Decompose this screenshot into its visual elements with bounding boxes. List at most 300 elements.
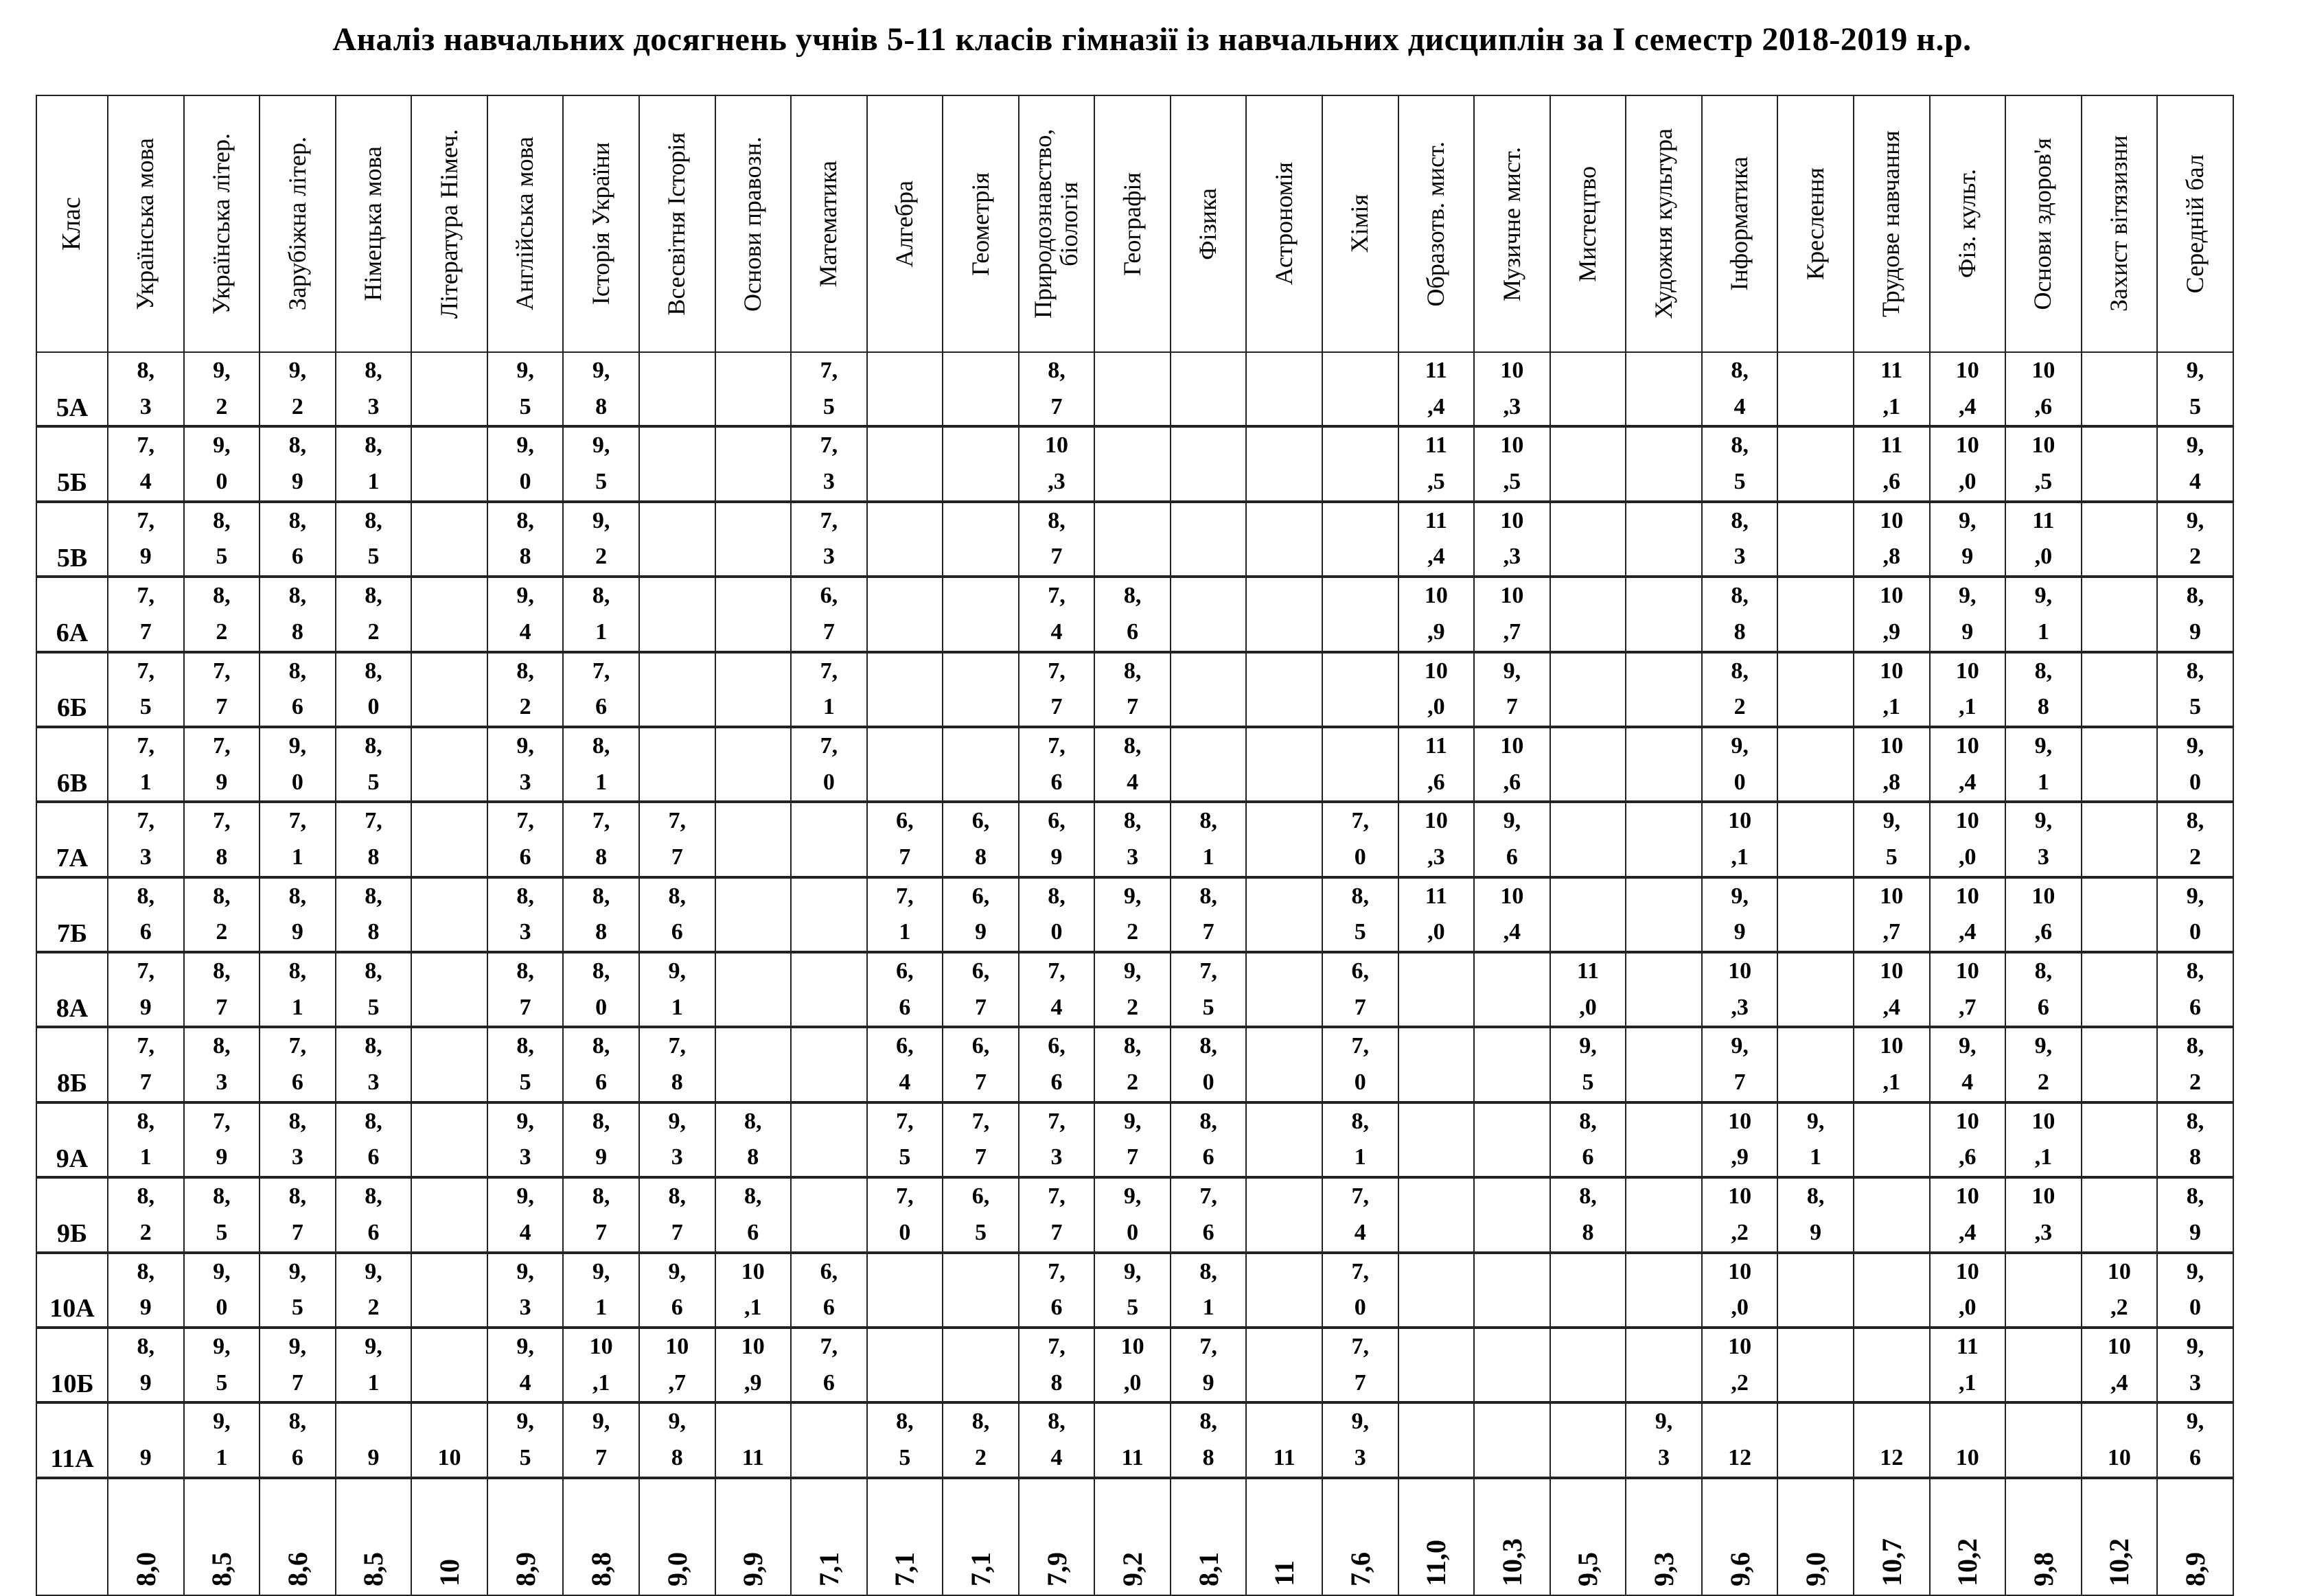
grade-cell bbox=[2082, 502, 2158, 577]
grade-value: 8,7 bbox=[1199, 883, 1217, 945]
grade-cell bbox=[1171, 727, 1247, 802]
grade-value: 9,1 bbox=[2034, 732, 2053, 795]
grade-cell bbox=[867, 652, 943, 727]
grade-cell bbox=[1246, 1253, 1322, 1328]
class-label: 11А bbox=[36, 1402, 108, 1477]
column-header-subject: Українська літер. bbox=[184, 95, 260, 352]
grade-cell bbox=[336, 577, 412, 651]
grade-value: 9,3 bbox=[2034, 808, 2053, 870]
grade-cell bbox=[2005, 426, 2082, 501]
grade-cell bbox=[791, 502, 867, 577]
grade-cell bbox=[1854, 652, 1930, 727]
grade-value: 7,6 bbox=[1199, 1183, 1217, 1245]
grade-value: 8,8 bbox=[2034, 658, 2053, 720]
grade-cell bbox=[1246, 727, 1322, 802]
grade-cell bbox=[2005, 652, 2082, 727]
grade-cell bbox=[411, 1177, 487, 1252]
grade-value: 10,3 bbox=[2031, 1183, 2055, 1245]
grade-cell bbox=[1702, 426, 1778, 501]
grade-cell bbox=[260, 652, 336, 727]
grade-value: 8,9 bbox=[137, 1333, 155, 1396]
grade-cell bbox=[1474, 502, 1550, 577]
grade-value: 9,4 bbox=[516, 1333, 534, 1396]
grade-cell bbox=[487, 1328, 564, 1402]
grade-cell bbox=[1930, 952, 2006, 1027]
grade-value: 10,4 bbox=[1955, 1183, 1979, 1245]
grade-cell bbox=[108, 1402, 184, 1477]
total-cell bbox=[411, 1478, 487, 1595]
grade-cell bbox=[1398, 652, 1475, 727]
grade-cell bbox=[563, 352, 639, 426]
grade-cell bbox=[1246, 502, 1322, 577]
grade-value: 10,8 bbox=[1880, 732, 1904, 795]
column-header-subject: Інформатика bbox=[1702, 95, 1778, 352]
grade-cell bbox=[487, 426, 564, 501]
grade-value: 7,8 bbox=[668, 1033, 686, 1096]
total-cell bbox=[1398, 1478, 1475, 1595]
class-label: 5В bbox=[36, 502, 108, 577]
grade-cell bbox=[1626, 1177, 1702, 1252]
grade-cell bbox=[639, 802, 715, 877]
grade-value: 7,4 bbox=[1048, 583, 1065, 645]
class-label: 10А bbox=[36, 1253, 108, 1328]
grade-cell bbox=[487, 877, 564, 952]
grade-cell bbox=[108, 727, 184, 802]
grade-cell bbox=[563, 727, 639, 802]
grade-cell bbox=[1019, 1402, 1095, 1477]
grade-value: 7,5 bbox=[137, 658, 155, 720]
grade-value: 7,7 bbox=[1048, 1183, 1065, 1245]
grade-cell bbox=[1777, 577, 1854, 651]
column-header-subject: Всесвітня Історія bbox=[639, 95, 715, 352]
grade-cell bbox=[943, 952, 1019, 1027]
grade-cell bbox=[1019, 577, 1095, 651]
grade-value: 6,6 bbox=[1048, 1033, 1065, 1096]
grade-value: 9,3 bbox=[1655, 1409, 1673, 1470]
total-cell bbox=[791, 1478, 867, 1595]
grade-cell bbox=[2082, 952, 2158, 1027]
grade-value: 10 bbox=[437, 1444, 461, 1470]
grade-cell bbox=[1398, 1253, 1475, 1328]
grade-cell bbox=[2082, 727, 2158, 802]
grade-cell bbox=[2157, 802, 2233, 877]
grade-cell bbox=[1171, 426, 1247, 501]
grade-cell bbox=[1550, 1328, 1626, 1402]
grade-value: 7,7 bbox=[137, 583, 155, 645]
grade-cell bbox=[1171, 802, 1247, 877]
grade-cell bbox=[1626, 352, 1702, 426]
grade-cell bbox=[108, 877, 184, 952]
grade-cell bbox=[1930, 727, 2006, 802]
grade-value: 10,3 bbox=[1045, 432, 1069, 495]
grade-cell bbox=[563, 652, 639, 727]
grade-cell bbox=[108, 1253, 184, 1328]
total-cell bbox=[1322, 1478, 1398, 1595]
grade-cell bbox=[867, 1027, 943, 1102]
grade-cell bbox=[1322, 1177, 1398, 1252]
grade-cell bbox=[1246, 577, 1322, 651]
grade-value: 8,5 bbox=[1351, 883, 1370, 945]
grade-cell bbox=[791, 1102, 867, 1177]
grade-value: 7,7 bbox=[137, 1033, 155, 1096]
grade-value: 9,9 bbox=[1959, 507, 1977, 570]
class-label: 5А bbox=[36, 352, 108, 426]
grade-cell bbox=[1930, 577, 2006, 651]
grade-cell bbox=[487, 952, 564, 1027]
grade-cell bbox=[184, 1328, 260, 1402]
grade-value: 8,1 bbox=[1199, 808, 1217, 870]
grade-value: 9,3 bbox=[1351, 1409, 1370, 1470]
total-value: 10,3 bbox=[1496, 1538, 1528, 1586]
grade-value: 8,2 bbox=[365, 583, 382, 645]
grade-cell bbox=[1094, 352, 1171, 426]
table-row bbox=[36, 1328, 2233, 1402]
grade-cell bbox=[943, 652, 1019, 727]
totals-row bbox=[36, 1478, 2233, 1595]
grade-cell bbox=[1322, 952, 1398, 1027]
total-value: 7,1 bbox=[889, 1551, 921, 1586]
grade-cell bbox=[487, 502, 564, 577]
grade-cell bbox=[1019, 877, 1095, 952]
grade-cell bbox=[1626, 1102, 1702, 1177]
grade-value: 11,4 bbox=[1425, 507, 1447, 570]
grade-value: 10,6 bbox=[2031, 358, 2055, 419]
column-header-subject: Алгебра bbox=[867, 95, 943, 352]
grade-cell bbox=[639, 1102, 715, 1177]
grade-cell bbox=[1702, 1253, 1778, 1328]
grade-value: 6,4 bbox=[896, 1033, 914, 1096]
grade-cell bbox=[715, 352, 792, 426]
grade-value: 7,6 bbox=[592, 658, 610, 720]
grade-cell bbox=[1094, 1102, 1171, 1177]
grade-value: 8,2 bbox=[2186, 808, 2204, 870]
grade-value: 9,0 bbox=[2186, 732, 2204, 795]
header-row bbox=[36, 95, 2233, 352]
grade-value: 9,7 bbox=[592, 1409, 610, 1470]
total-cell bbox=[184, 1478, 260, 1595]
grade-value: 7,6 bbox=[1048, 1258, 1065, 1321]
grade-value: 8,8 bbox=[2186, 1108, 2204, 1170]
grade-cell bbox=[411, 426, 487, 501]
grade-value: 9,0 bbox=[213, 1258, 231, 1321]
grade-cell bbox=[1930, 1102, 2006, 1177]
grade-cell bbox=[943, 1027, 1019, 1102]
grade-value: 9,6 bbox=[668, 1258, 686, 1321]
total-value: 8,5 bbox=[206, 1551, 238, 1586]
grade-cell bbox=[1171, 1177, 1247, 1252]
grade-value: 10,1 bbox=[1880, 1033, 1904, 1096]
grade-cell bbox=[1777, 426, 1854, 501]
grade-value: 8,7 bbox=[1048, 358, 1065, 419]
grade-cell bbox=[1322, 727, 1398, 802]
grade-cell bbox=[1550, 802, 1626, 877]
grade-value: 6,9 bbox=[971, 883, 990, 945]
grade-value: 9,2 bbox=[288, 358, 307, 419]
grade-value: 8,0 bbox=[1199, 1033, 1217, 1096]
grade-cell bbox=[336, 1177, 412, 1252]
grade-value: 9,3 bbox=[668, 1108, 686, 1170]
column-header-class: Клас bbox=[36, 95, 108, 352]
grade-cell bbox=[108, 802, 184, 877]
grade-cell bbox=[260, 1402, 336, 1477]
grade-cell bbox=[1854, 952, 1930, 1027]
grade-value: 9,1 bbox=[2034, 583, 2053, 645]
total-value: 11 bbox=[1269, 1560, 1300, 1586]
grade-cell bbox=[1777, 952, 1854, 1027]
grade-cell bbox=[1019, 426, 1095, 501]
table-row bbox=[36, 652, 2233, 727]
grade-value: 7,5 bbox=[896, 1108, 914, 1170]
grade-cell bbox=[184, 727, 260, 802]
total-value: 8,6 bbox=[281, 1551, 313, 1586]
grade-cell bbox=[1322, 502, 1398, 577]
grade-cell bbox=[1854, 877, 1930, 952]
grade-value: 10,1 bbox=[1728, 808, 1752, 870]
grade-cell bbox=[791, 1402, 867, 1477]
grade-cell bbox=[867, 1402, 943, 1477]
grade-cell bbox=[1777, 877, 1854, 952]
grade-value: 10,4 bbox=[1955, 883, 1979, 945]
grade-cell bbox=[1550, 1177, 1626, 1252]
grade-cell bbox=[411, 952, 487, 1027]
grade-cell bbox=[411, 1027, 487, 1102]
grade-cell bbox=[715, 426, 792, 501]
grade-value: 10,0 bbox=[1955, 1258, 1979, 1321]
grade-value: 8,5 bbox=[365, 507, 382, 570]
grade-cell bbox=[2082, 426, 2158, 501]
grade-cell bbox=[2005, 352, 2082, 426]
grade-cell bbox=[411, 577, 487, 651]
grade-value: 9,8 bbox=[592, 358, 610, 419]
grade-cell bbox=[1702, 652, 1778, 727]
grade-cell bbox=[1474, 952, 1550, 1027]
grade-cell bbox=[184, 502, 260, 577]
total-cell bbox=[1702, 1478, 1778, 1595]
grade-cell bbox=[791, 952, 867, 1027]
grade-cell bbox=[260, 1027, 336, 1102]
grade-cell bbox=[867, 577, 943, 651]
grade-cell bbox=[1550, 1402, 1626, 1477]
column-header-subject: Трудове навчання bbox=[1854, 95, 1930, 352]
grade-cell bbox=[943, 877, 1019, 952]
column-header-subject: Природознавство, біологія bbox=[1019, 95, 1095, 352]
total-cell bbox=[1930, 1478, 2006, 1595]
grade-cell bbox=[1550, 727, 1626, 802]
grade-value: 11,5 bbox=[1425, 432, 1447, 495]
grade-value: 8,5 bbox=[213, 507, 231, 570]
grade-value: 10,3 bbox=[1728, 958, 1752, 1020]
grade-value: 10,7 bbox=[665, 1333, 689, 1396]
column-header-subject: Астрономія bbox=[1246, 95, 1322, 352]
grade-value: 8,5 bbox=[896, 1409, 914, 1470]
grade-value: 9,1 bbox=[365, 1333, 382, 1396]
grade-cell bbox=[1094, 1328, 1171, 1402]
grade-cell bbox=[1094, 802, 1171, 877]
grade-cell bbox=[1398, 1027, 1475, 1102]
column-header-subject: Музичне мист. bbox=[1474, 95, 1550, 352]
grade-value: 9,2 bbox=[1123, 883, 1142, 945]
grade-cell bbox=[1777, 502, 1854, 577]
grade-cell bbox=[1626, 502, 1702, 577]
grade-cell bbox=[1626, 727, 1702, 802]
grade-value: 10,9 bbox=[1424, 583, 1448, 645]
grade-cell bbox=[2082, 1177, 2158, 1252]
grade-value: 8,2 bbox=[2186, 1033, 2204, 1096]
grade-cell bbox=[336, 1402, 412, 1477]
grade-cell bbox=[2157, 652, 2233, 727]
grade-value: 9,7 bbox=[288, 1333, 307, 1396]
grade-cell bbox=[639, 426, 715, 501]
class-label: 7А bbox=[36, 802, 108, 877]
grade-cell bbox=[184, 1027, 260, 1102]
total-value: 8,9 bbox=[2179, 1551, 2211, 1586]
grade-value: 8,1 bbox=[365, 432, 382, 495]
grade-cell bbox=[1398, 502, 1475, 577]
grade-cell bbox=[943, 426, 1019, 501]
grade-value: 9,3 bbox=[516, 1258, 534, 1321]
grade-value: 8,7 bbox=[1048, 507, 1065, 570]
grade-value: 11,0 bbox=[1576, 958, 1600, 1020]
total-cell bbox=[108, 1478, 184, 1595]
grade-cell bbox=[336, 952, 412, 1027]
table-row bbox=[36, 577, 2233, 651]
grade-cell bbox=[1777, 1328, 1854, 1402]
grade-cell bbox=[1246, 1102, 1322, 1177]
grade-value: 7,0 bbox=[820, 732, 838, 795]
grade-value: 9,5 bbox=[592, 432, 610, 495]
grade-cell bbox=[1930, 1253, 2006, 1328]
grade-cell bbox=[867, 1253, 943, 1328]
grade-value: 8,5 bbox=[1731, 432, 1749, 495]
page-title: Аналіз навчальних досягнень учнів 5-11 класів гімназії із навчальних дисциплін за І семестр 2018-2019 н.р. bbox=[332, 21, 1972, 58]
grade-cell bbox=[1398, 802, 1475, 877]
grade-value: 9,7 bbox=[1503, 658, 1521, 720]
grade-value: 10,0 bbox=[1120, 1333, 1144, 1396]
grade-cell bbox=[943, 502, 1019, 577]
grade-value: 7,5 bbox=[1199, 958, 1217, 1020]
grade-value: 8,6 bbox=[668, 883, 686, 945]
grade-value: 11,6 bbox=[1880, 432, 1903, 495]
grade-value: 8,2 bbox=[971, 1409, 990, 1470]
grade-value: 9,5 bbox=[1579, 1033, 1597, 1096]
grade-cell bbox=[2082, 577, 2158, 651]
grade-cell bbox=[1626, 577, 1702, 651]
grade-cell bbox=[1398, 952, 1475, 1027]
grade-value: 10,4 bbox=[1955, 358, 1979, 419]
column-header-subject: Захист вітязизни bbox=[2082, 95, 2158, 352]
grade-cell bbox=[184, 652, 260, 727]
grade-cell bbox=[1094, 727, 1171, 802]
grade-cell bbox=[336, 1102, 412, 1177]
grade-value: 10,2 bbox=[1728, 1183, 1752, 1245]
grade-cell bbox=[1019, 1102, 1095, 1177]
grade-value: 7,7 bbox=[668, 808, 686, 870]
grade-cell bbox=[1854, 1027, 1930, 1102]
grade-cell bbox=[1777, 1027, 1854, 1102]
column-header-subject: Основи правозн. bbox=[715, 95, 792, 352]
grade-cell bbox=[1171, 577, 1247, 651]
grade-value: 8,6 bbox=[1579, 1108, 1597, 1170]
column-header-subject: Фізика bbox=[1171, 95, 1247, 352]
grade-cell bbox=[1474, 877, 1550, 952]
grade-cell bbox=[411, 1328, 487, 1402]
grade-cell bbox=[639, 652, 715, 727]
grade-value: 7,3 bbox=[1048, 1108, 1065, 1170]
grade-cell bbox=[260, 1102, 336, 1177]
grade-value: 9,7 bbox=[1731, 1033, 1749, 1096]
grade-cell bbox=[1626, 426, 1702, 501]
grade-cell bbox=[943, 1177, 1019, 1252]
table-row bbox=[36, 1102, 2233, 1177]
grade-value: 6,6 bbox=[820, 1258, 838, 1321]
grade-value: 9,1 bbox=[592, 1258, 610, 1321]
grade-cell bbox=[2005, 952, 2082, 1027]
grade-cell bbox=[184, 1253, 260, 1328]
grade-value: 9,2 bbox=[2186, 507, 2204, 570]
grade-cell bbox=[1474, 727, 1550, 802]
grade-value: 8,9 bbox=[288, 432, 307, 495]
grade-value: 7,6 bbox=[1048, 732, 1065, 795]
grade-cell bbox=[715, 652, 792, 727]
grade-cell bbox=[2157, 1102, 2233, 1177]
grade-cell bbox=[1702, 727, 1778, 802]
grade-cell bbox=[1702, 877, 1778, 952]
grade-cell bbox=[2082, 877, 2158, 952]
grade-cell bbox=[1094, 1177, 1171, 1252]
grade-cell bbox=[1398, 352, 1475, 426]
grade-cell bbox=[715, 577, 792, 651]
grade-value: 9 bbox=[367, 1444, 380, 1470]
grade-cell bbox=[563, 802, 639, 877]
grade-value: 7,0 bbox=[1351, 1033, 1370, 1096]
grade-cell bbox=[1019, 727, 1095, 802]
grade-value: 10 bbox=[2107, 1444, 2131, 1470]
grade-cell bbox=[1019, 1328, 1095, 1402]
grade-cell bbox=[639, 1253, 715, 1328]
grade-value: 7,1 bbox=[820, 658, 838, 720]
grade-cell bbox=[1094, 1027, 1171, 1102]
grade-cell bbox=[1094, 577, 1171, 651]
grade-cell bbox=[1626, 652, 1702, 727]
grade-cell bbox=[1777, 1102, 1854, 1177]
grade-value: 7,0 bbox=[896, 1183, 914, 1245]
grade-cell bbox=[715, 502, 792, 577]
grade-value: 8,7 bbox=[516, 958, 534, 1020]
grade-value: 10,1 bbox=[1955, 658, 1979, 720]
grade-value: 9,8 bbox=[668, 1409, 686, 1470]
grade-value: 11 bbox=[1121, 1444, 1144, 1470]
grade-value: 9,5 bbox=[1882, 808, 1900, 870]
grade-cell bbox=[791, 1253, 867, 1328]
grade-value: 7,9 bbox=[213, 1108, 231, 1170]
grade-cell bbox=[791, 727, 867, 802]
total-cell bbox=[1777, 1478, 1854, 1595]
grade-cell bbox=[2157, 577, 2233, 651]
grade-value: 6,8 bbox=[971, 808, 990, 870]
grade-cell bbox=[1171, 1328, 1247, 1402]
grade-value: 7,1 bbox=[137, 732, 155, 795]
grade-value: 9,0 bbox=[213, 432, 231, 495]
grade-value: 10,8 bbox=[1880, 507, 1904, 570]
grade-value: 12 bbox=[1880, 1444, 1904, 1470]
grade-value: 8,6 bbox=[288, 507, 307, 570]
grade-cell bbox=[1322, 577, 1398, 651]
grade-cell bbox=[487, 1253, 564, 1328]
grade-cell bbox=[2082, 1027, 2158, 1102]
grade-cell bbox=[411, 802, 487, 877]
grade-cell bbox=[1398, 1402, 1475, 1477]
grade-cell bbox=[336, 1253, 412, 1328]
